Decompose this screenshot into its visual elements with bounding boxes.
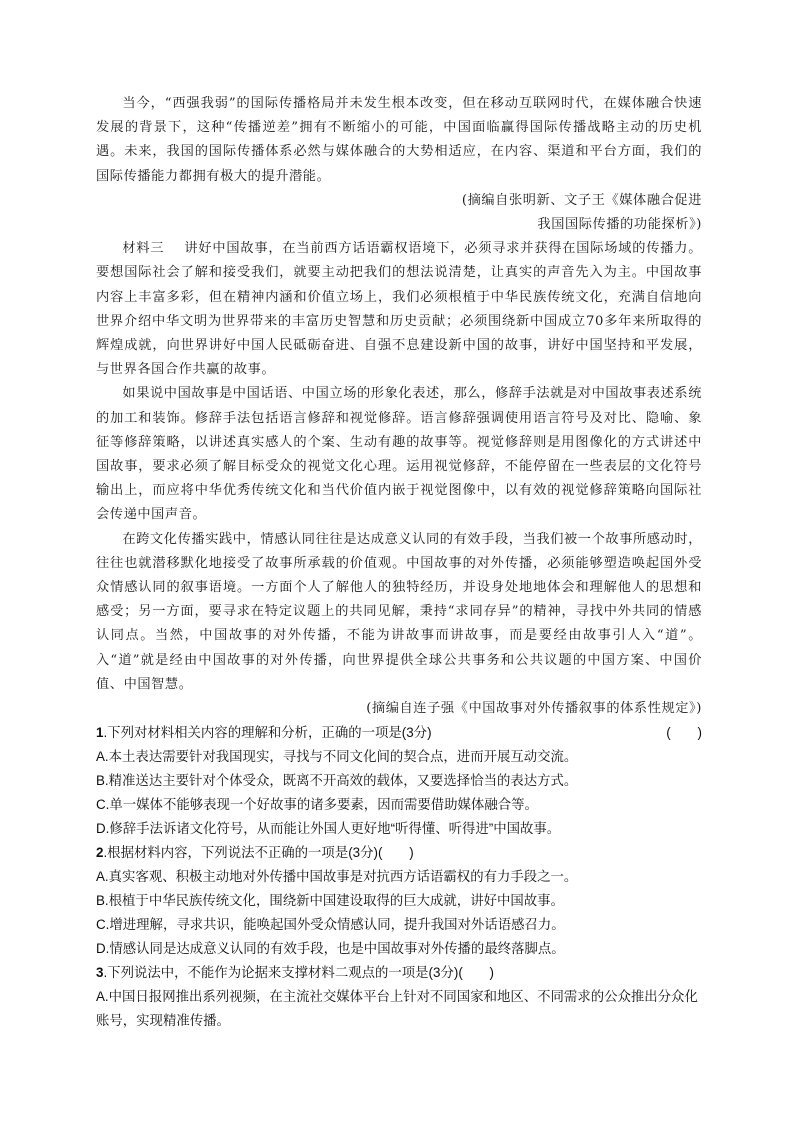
option-d: D.情感认同是达成意义认同的有效手段，也是中国故事对外传播的最终落脚点。: [96, 941, 565, 957]
source-citation-line-2: 我国国际传播的功能探析》): [537, 217, 702, 233]
question-2: [96, 841, 702, 961]
option-b: B.根植于中华民族传统文化，围绕新中国建设取得的巨大成就，讲好中国故事。: [96, 893, 564, 909]
material-three-label: 材料三: [122, 241, 165, 257]
material-two-paragraph: 当今，“西强我弱”的国际传播格局并未发生根本改变，但在移动互联网时代，在媒体融合快速发展的背景下，这种“传播逆差”拥有不断缩小的可能，中国面临赢得国际传播战略主动的历史机遇。未来，我国的国际传播体系必然与媒体融合的大势相适应，在内容、渠道和平台方面，我们的国际传播能力都拥有极大的提升潜能。: [96, 96, 702, 184]
option-c: C.增进理解，寻求共识，能唤起国外受众情感认同，提升我国对外话语感召力。: [96, 917, 565, 933]
question-2-text: .根据材料内容，下列说法不正确的一项是(3分): [103, 845, 378, 861]
option-d: D.修辞手法诉诸文化符号，从而能让外国人更好地“听得懂、听得进”中国故事。: [96, 821, 561, 837]
option-a: A.中国日报网推出系列视频，在主流社交媒体平台上针对不同国家和地区、不同需求的公众推出分众化账号，实现精准传播。: [96, 989, 698, 1029]
page-content: [96, 92, 702, 1033]
question-1-text: .下列对材料相关内容的理解和分析，正确的一项是(3分): [103, 725, 432, 741]
material-three-paragraph-1: [96, 237, 702, 382]
material-three-text: 讲好中国故事，在当前西方话语霸权语境下，必须寻求并获得在国际场域的传播力。要想国际社会了解和接受我们，就要主动把我们的想法说清楚，让真实的声音先入为主。中国故事内容上丰富多彩，但在精神内涵和价值立场上，我们必须根植于中华民族传统文化，充满自信地向世界介绍中华文明为世界带来的丰富历史智慧和历史贡献；必须围绕新中国成立70多年来所取得的辉煌成就，向世界讲好中国人民砥砺奋进、自强不息建设新中国的故事，讲好中国坚持和平发展，与世界各国合作共赢的故事。: [96, 241, 702, 378]
answer-bracket[interactable]: ( ): [666, 725, 702, 741]
material-three-paragraph-3: 在跨文化传播实践中，情感认同往往是达成意义认同的有效手段，当我们被一个故事所感动时，往往也就潜移默化地接受了故事所承载的价值观。中国故事的对外传播，必须能够塑造唤起国外受众情感认同的叙事语境。一方面个人了解他人的独特经历，并设身处地地体会和理解他人的思想和感受；另一方面，要寻求在特定议题上的共同见解，秉持“求同存异”的精神，寻找中外共同的情感认同点。当然，中国故事的对外传播，不能为讲故事而讲故事，而是要经由故事引人入“道”。入“道”就是经由中国故事的对外传播，向世界提供全球公共事务和公共议题的中国方案、中国价值、中国智慧。: [96, 531, 702, 692]
source-citation-2: (摘编自连子强《中国故事对外传播叙事的体系性规定》): [366, 701, 702, 717]
question-1: [96, 721, 702, 841]
source-citation-line-1: (摘编自张明新、文子王《媒体融合促进: [461, 192, 702, 208]
answer-bracket[interactable]: ( ): [458, 965, 495, 981]
question-3-text: .下列说法中，不能作为论据来支撑材料二观点的一项是(3分): [103, 965, 459, 981]
question-2-stem: [96, 841, 702, 865]
question-3-number: 3: [96, 965, 104, 981]
question-3-stem: [96, 961, 702, 985]
question-1-number: 1: [96, 725, 104, 741]
option-c: C.单一媒体不能够表现一个好故事的诸多要素，因而需要借助媒体融合等。: [96, 797, 538, 813]
answer-bracket[interactable]: ( ): [377, 845, 414, 861]
question-1-stem: [96, 721, 702, 745]
option-a: A.真实客观、积极主动地对外传播中国故事是对抗西方话语霸权的有力手段之一。: [96, 869, 578, 885]
question-2-number: 2: [96, 845, 104, 861]
material-three-paragraph-2: 如果说中国故事是中国话语、中国立场的形象化表述，那么，修辞手法就是对中国故事表述系统的加工和装饰。修辞手法包括语言修辞和视觉修辞。语言修辞强调使用语言符号及对比、隐喻、象征等修辞策略，以讲述真实感人的个案、生动有趣的故事等。视觉修辞则是用图像化的方式讲述中国故事，要求必须了解目标受众的视觉文化心理。运用视觉修辞，不能停留在一些表层的文化符号输出上，而应将中华优秀传统文化和当代价值内嵌于视觉图像中，以有效的视觉修辞策略向国际社会传递中国声音。: [96, 386, 702, 523]
option-a: A.本土表达需要针对我国现实，寻找与不同文化间的契合点，进而开展互动交流。: [96, 749, 578, 765]
question-3: [96, 961, 702, 1033]
option-b: B.精准送达主要针对个体受众，既离不开高效的载体，又要选择恰当的表达方式。: [96, 773, 578, 789]
